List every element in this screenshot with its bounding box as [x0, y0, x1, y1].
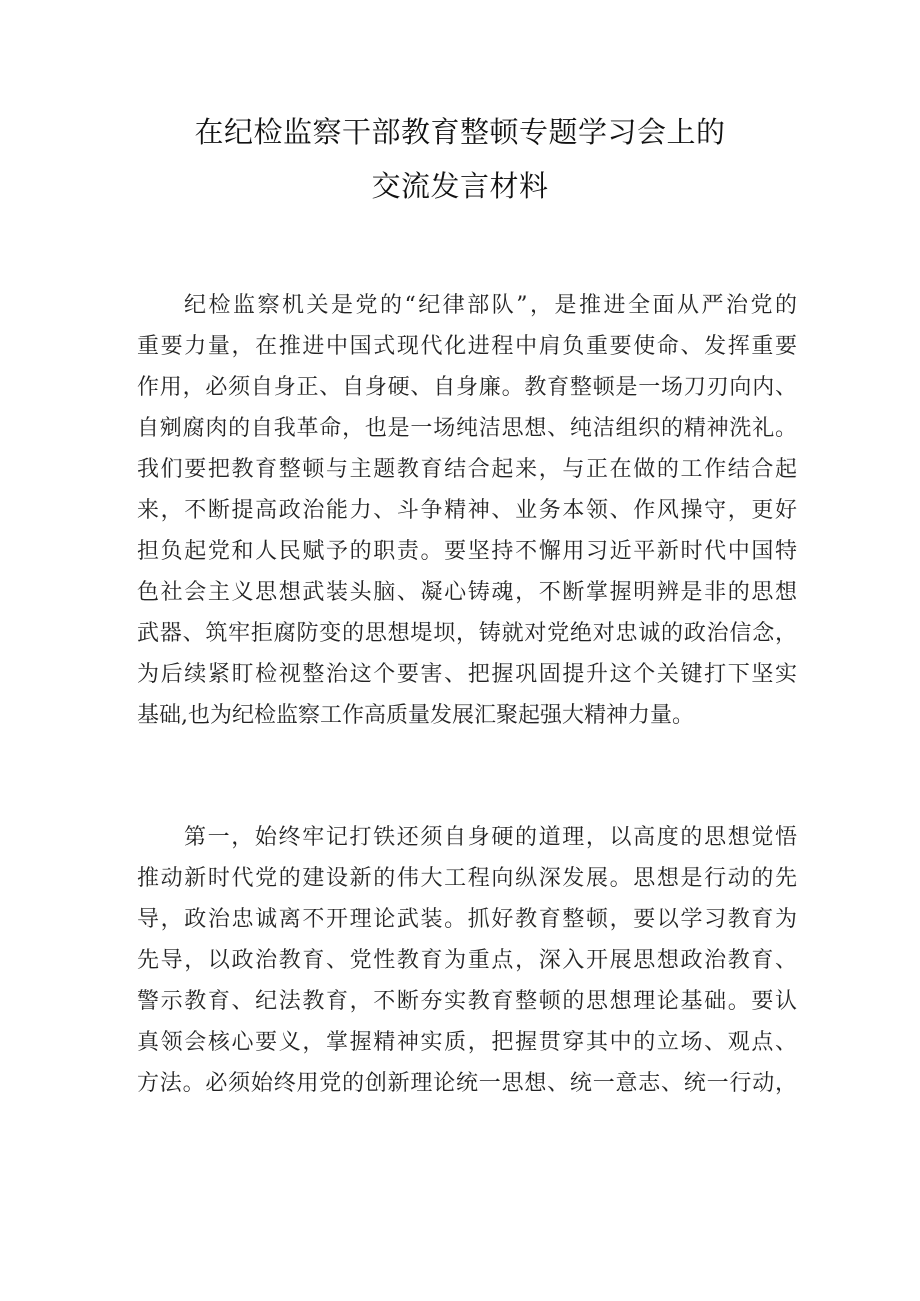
paragraph-line: 自剜腐肉的自我革命，也是一场纯洁思想、纯洁组织的精神洗礼。 [137, 416, 797, 441]
paragraph-line: 为后续紧盯检视整治这个要害、把握巩固提升这个关键打下坚实 [137, 662, 797, 687]
paragraph-line: 真领会核心要义，掌握精神实质，把握贯穿其中的立场、观点、 [137, 1030, 797, 1055]
paragraph-line: 导，政治忠诚离不开理论武装。抓好教育整顿，要以学习教育为 [137, 907, 797, 932]
paragraph-line: 来，不断提高政治能力、斗争精神、业务本领、作风操守，更好 [137, 498, 797, 523]
paragraph-line: 第一，始终牢记打铁还须自身硬的道理，以高度的思想觉悟 [184, 825, 797, 850]
paragraph-line: 警示教育、纪法教育，不断夯实教育整顿的思想理论基础。要认 [137, 989, 797, 1014]
paragraph-line: 武器、筑牢拒腐防变的思想堤坝，铸就对党绝对忠诚的政治信念， [137, 621, 797, 646]
paragraph-line: 推动新时代党的建设新的伟大工程向纵深发展。思想是行动的先 [137, 866, 797, 891]
paragraph-line: 纪检监察机关是党的“纪律部队”，是推进全面从严治党的 [184, 293, 797, 318]
paragraph-line: 方法。必须始终用党的创新理论统一思想、统一意志、统一行动， [137, 1071, 797, 1096]
document-title-line-2: 交流发言材料 [371, 169, 549, 203]
paragraph-line: 重要力量，在推进中国式现代化进程中肩负重要使命、发挥重要 [137, 334, 797, 359]
paragraph-1 [137, 285, 797, 736]
paragraph-line: 先导，以政治教育、党性教育为重点，深入开展思想政治教育、 [137, 948, 797, 973]
paragraph-line: 色社会主义思想武装头脑、凝心铸魂，不断掌握明辨是非的思想 [137, 580, 797, 605]
paragraph-line: 基础,也为纪检监察工作高质量发展汇聚起强大精神力量。 [137, 703, 694, 728]
document-title-line-1: 在纪检监察干部教育整顿专题学习会上的 [194, 115, 726, 149]
paragraph-line: 我们要把教育整顿与主题教育结合起来，与正在做的工作结合起 [137, 457, 797, 482]
paragraph-line: 担负起党和人民赋予的职责。要坚持不懈用习近平新时代中国特 [137, 539, 797, 564]
paragraph-line: 作用，必须自身正、自身硬、自身廉。教育整顿是一场刀刃向内、 [137, 375, 797, 400]
paragraph-2 [137, 817, 797, 1104]
